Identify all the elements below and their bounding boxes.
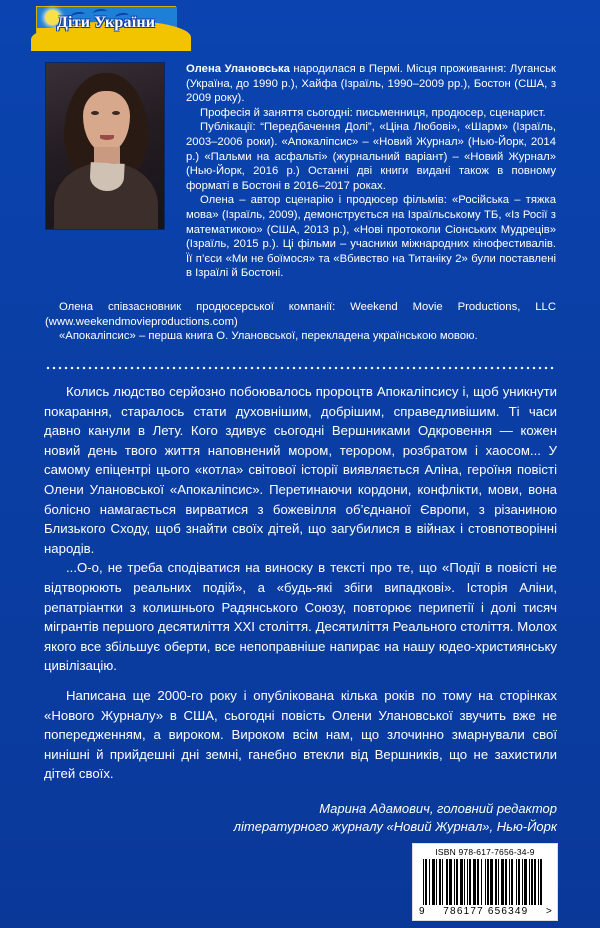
review-signature [44, 800, 557, 836]
dotted-divider [45, 366, 556, 370]
bio-paragraph-4: Олена – автор сценарію і продюсер фільмів: «Російська – тяжка мова» (Ізраїль, 2009), демонструється на Ізраїльському ТБ, «Із Росії з математикою» (США, 2013 р.), «Нові протоколи Сіонських Мудреців» (Ізраїль, 2015 р.). Ці фільми – учасники міжнародних кінофестивалів. Її п’єси «Ми не боїмося» та «Вбивство на Титаніку 2» були поставлені в Ізраїлі й Бостоні. [186, 194, 556, 280]
author-bio-column [186, 62, 556, 281]
barcode-right-digit: > [545, 906, 553, 917]
series-logo [36, 6, 176, 52]
review-paragraph-2: ...О-о, не треба сподіватися на виноску в тексті про те, що «Події в повісті не відтворюють реальних подій», а «будь-які збіги випадкові». Історія Аліни, репатріантки з колишнього Радянського Союзу, повторює перипетії і долі тисяч мігрантів першого десятиліття XXI століття. Десятиліття Реального століття. Молох якого все збільшує оберти, все непоправніше напирає на нашу юдео-християнську цивілізацію. [44, 560, 557, 674]
barcode-main-digits: 786177 656349 [443, 906, 529, 917]
review-paragraph-3: Написана ще 2000-го року і опублікована кілька років по тому на сторінках «Нового Журналу» в США, сьогодні повість Олени Улановської звучить вже не попередженням, а вироком. Вироком всім нам, що злочинно змарнували свої нинішні й прийдешні дні земні, ганебно втекли від Вершників, що не захистили дітей своїх. [44, 687, 557, 782]
review-text [44, 382, 557, 784]
author-bio-wide [45, 300, 556, 344]
portrait-mouth [100, 135, 114, 140]
bio-paragraph-3: Публікації: “Передбачення Долі”, «Ціна Любові», «Шарм» (Ізраїль, 2003–2006 роки). «Апокаліпсис» – «Новий Журнал» (Нью-Йорк, 2014 р.) «Пальми на асфальті» (журнальний варіант) – «Новий Журнал» (Нью-Йорк, 2016 р.) Останні дві книги видані також в повному форматі в Бостоні в 2016–2017 роках. [186, 121, 556, 192]
portrait-eye-left [91, 111, 99, 115]
barcode-bars [423, 859, 549, 905]
barcode-left-digit: 9 [419, 906, 426, 917]
bio-paragraph-1 [186, 62, 556, 106]
series-logo-text: Діти України [56, 14, 156, 31]
bio-paragraph-1-rest: народилася в Пермі. Місця проживання: Луганськ (Україна, до 1990 р.), Хайфа (Ізраїль, 1990–2009 рр.), Бостон (США, з 2009 року). [186, 63, 556, 105]
author-portrait [45, 62, 165, 230]
bio-paragraph-5: Олена співзасновник продюсерської компанії: Weekend Movie Productions, LLC (www.weekendmovieproductions.com) [45, 301, 556, 328]
barcode-digits [419, 906, 553, 917]
bio-paragraph-6: «Апокаліпсис» – перша книга О. Улановської, перекладена українською мовою. [59, 330, 478, 343]
author-name: Олена Улановська [186, 63, 290, 75]
isbn-label: ISBN 978-617-7656-34-9 [435, 847, 535, 857]
review-paragraph-1: Колись людство серйозно побоювалось пророцтв Апокаліпсису і, щоб уникнути покарання, старалось стати духовнішим, добрішим, справедливішим. Ті часи давно канули в Лету. Кого здивує сьогодні Вершниками Одкровення — кожен новий день твого життя наповнений мором, терором, розбратом і хаосом... У самому епіцентрі цього «котла» світової історії виявляється Аліна, героїня повісті Олени Улановської «Апокаліпсис». Перетинаючи кордони, конфлікти, мови, вона болісно намагається вирватися з божевілля об’єднаної Європи, з різаниною Близького Сходу, щоб знайти своїх дітей, що загубилися в війнах і стовпотворінні народів. [44, 384, 557, 556]
signature-line-1: Марина Адамович, головний редактор [319, 801, 557, 816]
signature-line-2: літературного журналу «Новий Журнал», Нью-Йорк [233, 819, 557, 834]
bio-paragraph-2: Професія й заняття сьогодні: письменниця, продюсер, сценарист. [200, 106, 546, 119]
barcode [412, 843, 558, 921]
portrait-eye-right [112, 111, 120, 115]
